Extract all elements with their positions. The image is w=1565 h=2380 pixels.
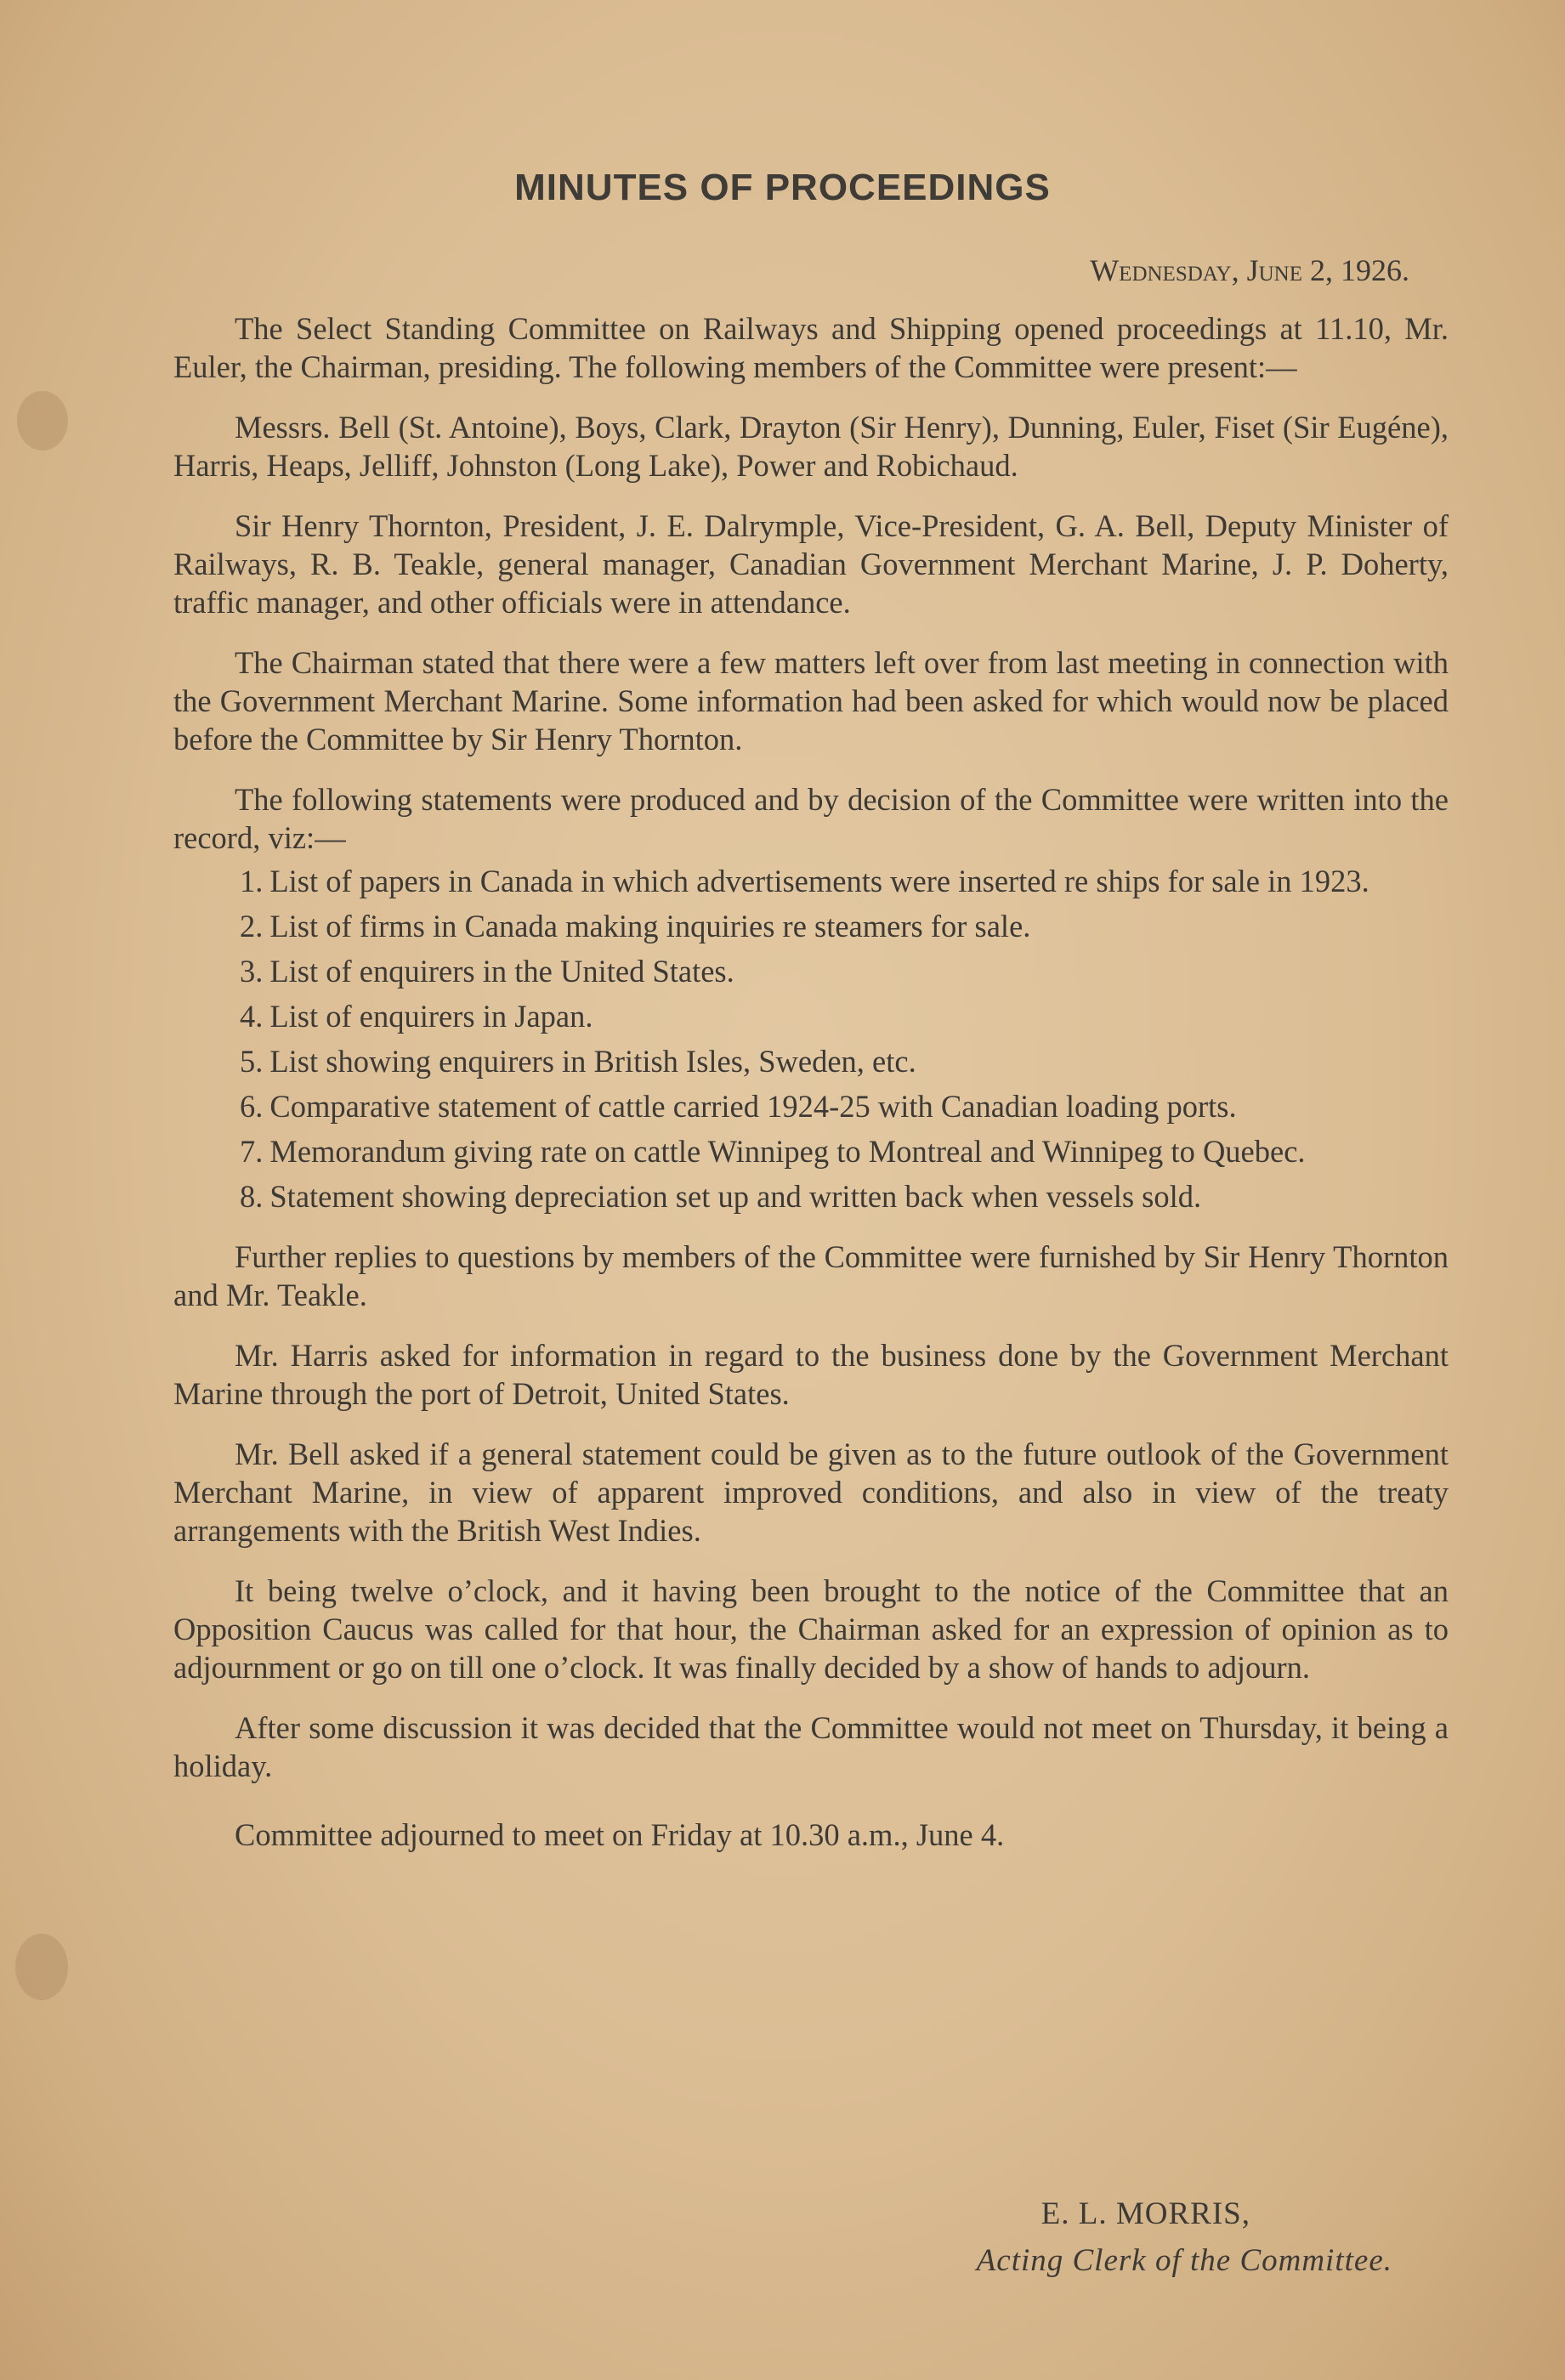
- paragraph: Sir Henry Thornton, President, J. E. Dalrymple, Vice-President, G. A. Bell, Deputy Minister of Railways, R. B. Teakle, general manager, Canadian Government Merchant Marine, J. P. Doherty, traffic manager, and other officials were in attendance.: [173, 508, 1449, 620]
- list-item-number: 1.: [240, 864, 264, 898]
- minutes-body: [173, 309, 1449, 1876]
- paper-stain: [17, 391, 68, 450]
- meeting-date: [1090, 252, 1409, 288]
- list-item-number: 3.: [240, 954, 264, 989]
- list-item-text: List of papers in Canada in which advertisements were inserted re ships for sale in 1923.: [269, 864, 1369, 898]
- list-item-text: Memorandum giving rate on cattle Winnipeg to Montreal and Winnipeg to Quebec.: [269, 1134, 1306, 1169]
- list-item: [173, 1042, 1449, 1080]
- statements-list: [173, 862, 1449, 1216]
- list-item: [173, 952, 1449, 990]
- paragraph: Further replies to questions by members of the Committee were furnished by Sir Henry Thornton and Mr. Teakle.: [173, 1239, 1449, 1312]
- page-title: MINUTES OF PROCEEDINGS: [514, 167, 1051, 208]
- paragraph: It being twelve o’clock, and it having been brought to the notice of the Committee that an Opposition Caucus was called for that hour, the Chairman asked for an expression of opinion as to adjournment or go on till one o’clock. It was finally decided by a show of hands to adjourn.: [173, 1573, 1449, 1685]
- list-item-number: 4.: [240, 999, 264, 1034]
- signature-name: E. L. MORRIS,: [1040, 2196, 1250, 2231]
- paragraph: The following statements were produced and by decision of the Committee were written into the record, viz:—: [173, 782, 1449, 855]
- list-item: [173, 907, 1449, 945]
- paper-stain: [15, 1934, 68, 2000]
- adjournment-paragraph: Committee adjourned to meet on Friday at 10.30 a.m., June 4.: [235, 1817, 1005, 1852]
- list-item-text: List of enquirers in Japan.: [269, 999, 593, 1034]
- list-item-number: 6.: [240, 1089, 264, 1124]
- list-item-text: List of firms in Canada making inquiries re steamers for sale.: [269, 909, 1031, 944]
- list-item-number: 8.: [240, 1179, 264, 1214]
- paragraph: The Select Standing Committee on Railways and Shipping opened proceedings at 11.10, Mr. Euler, the Chairman, presiding. The following members of the Committee were present:—: [173, 311, 1449, 384]
- list-item-number: 5.: [240, 1044, 264, 1079]
- list-item: [173, 862, 1449, 900]
- paragraph: The Chairman stated that there were a few matters left over from last meeting in connection with the Government Merchant Marine. Some information had been asked for which would now be placed before the Committee by Sir Henry Thornton.: [173, 645, 1449, 756]
- list-item-text: List showing enquirers in British Isles, Sweden, etc.: [269, 1044, 916, 1079]
- paragraph: Messrs. Bell (St. Antoine), Boys, Clark, Drayton (Sir Henry), Dunning, Euler, Fiset (Sir Eugéne), Harris, Heaps, Jelliff, Johnston (Long Lake), Power and Robichaud.: [173, 410, 1449, 483]
- list-item-text: Comparative statement of cattle carried 1924-25 with Canadian loading ports.: [269, 1089, 1237, 1124]
- list-item-text: Statement showing depreciation set up and written back when vessels sold.: [269, 1179, 1202, 1214]
- paragraph: Mr. Harris asked for information in regard to the business done by the Government Merchant Marine through the port of Detroit, United States.: [173, 1338, 1449, 1411]
- list-item-text: List of enquirers in the United States.: [269, 954, 734, 989]
- list-item-number: 2.: [240, 909, 264, 944]
- date-text: Wednesday, June 2, 1926.: [1090, 253, 1409, 287]
- signature-role: Acting Clerk of the Committee.: [976, 2243, 1392, 2278]
- list-item: [173, 997, 1449, 1035]
- paragraph: After some discussion it was decided that the Committee would not meet on Thursday, it being a holiday.: [173, 1710, 1449, 1783]
- list-item: [173, 1087, 1449, 1125]
- list-item-number: 7.: [240, 1134, 264, 1169]
- list-item: [173, 1132, 1449, 1170]
- list-item: [173, 1177, 1449, 1216]
- paragraph: Mr. Bell asked if a general statement could be given as to the future outlook of the Government Merchant Marine, in view of apparent improved conditions, and also in view of the treaty arrangements with the British West Indies.: [173, 1436, 1449, 1548]
